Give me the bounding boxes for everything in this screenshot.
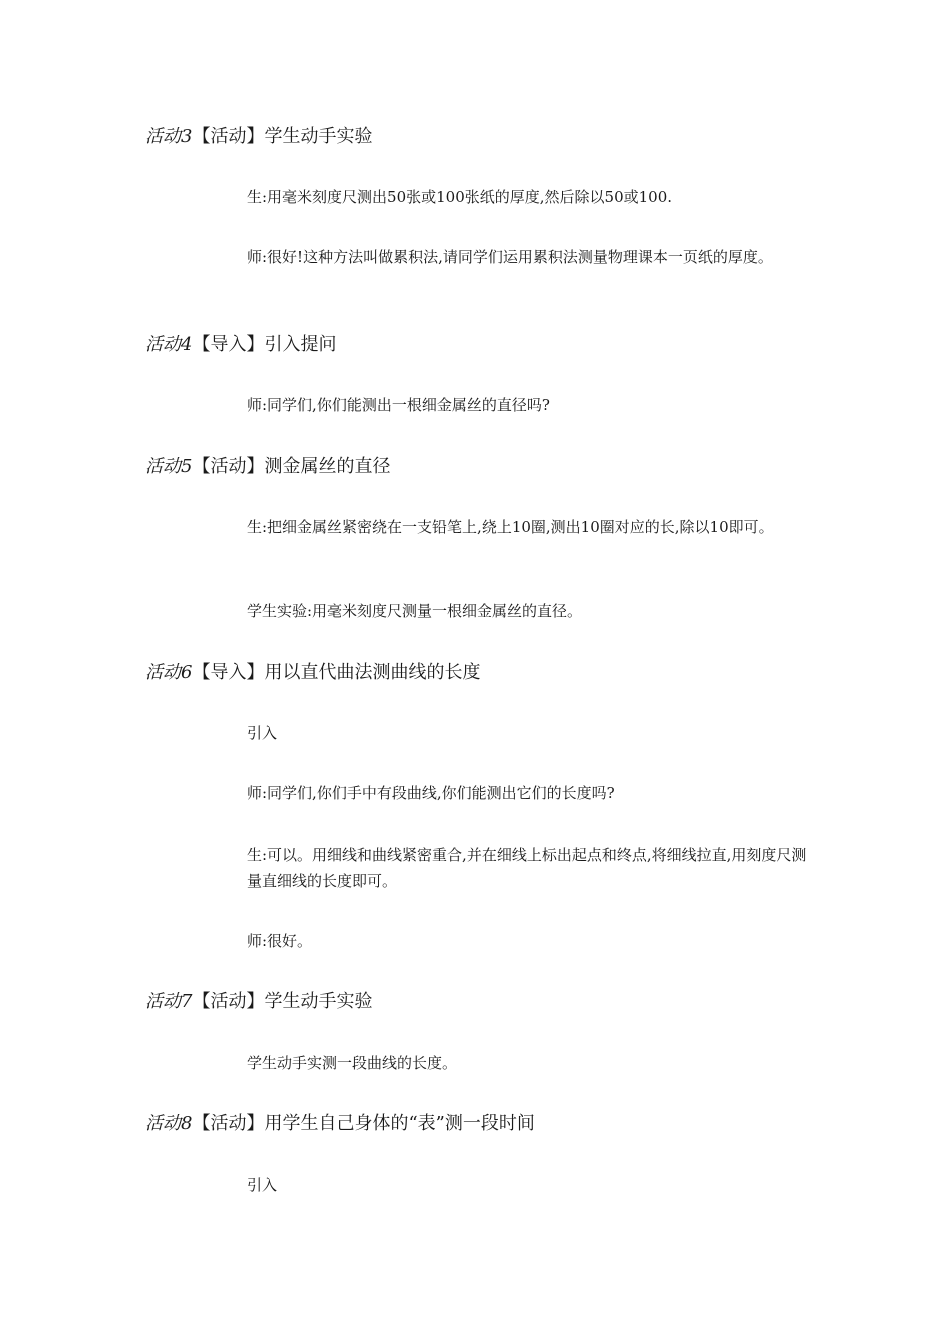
activity-label: 活动8 [145,1113,193,1134]
activity-tag: 【导入】 [192,334,265,355]
paragraph: 生:把细金属丝紧密绕在一支铅笔上,绕上10圈,测出10圈对应的长,除以10即可。 [247,518,774,536]
activity-6-heading [145,660,480,686]
activity-title: 引入提问 [264,334,337,355]
activity-7-heading [145,989,372,1015]
paragraph: 引入 [247,724,278,742]
activity-tag: 【活动】 [192,456,265,477]
activity-title: 学生动手实验 [264,991,373,1012]
activity-tag: 【活动】 [192,1113,265,1134]
activity-tag: 【活动】 [192,126,265,147]
activity-title: 测金属丝的直径 [264,456,391,477]
activity-tag: 【导入】 [192,662,265,683]
activity-4-heading [145,332,336,358]
paragraph: 生:可以。用细线和曲线紧密重合,并在细线上标出起点和终点,将细线拉直,用刻度尺测量直细线的长度即可。 [247,846,807,890]
paragraph: 学生动手实测一段曲线的长度。 [247,1054,458,1072]
paragraph: 引入 [247,1176,278,1194]
paragraph: 师:同学们,你们能测出一根细金属丝的直径吗? [247,396,550,414]
activity-label: 活动4 [145,334,193,355]
activity-8-heading [145,1111,535,1137]
activity-tag: 【活动】 [192,991,265,1012]
activity-title: 用学生自己身体的“表”测一段时间 [264,1113,535,1134]
activity-label: 活动3 [145,126,193,147]
paragraph: 师:同学们,你们手中有段曲线,你们能测出它们的长度吗? [247,784,615,802]
paragraph: 生:用毫米刻度尺测出50张或100张纸的厚度,然后除以50或100. [247,188,673,206]
paragraph: 学生实验:用毫米刻度尺测量一根细金属丝的直径。 [247,602,583,620]
activity-title: 用以直代曲法测曲线的长度 [264,662,481,683]
activity-3-heading [145,124,372,150]
activity-title: 学生动手实验 [264,126,373,147]
activity-label: 活动7 [145,991,193,1012]
activity-label: 活动5 [145,456,193,477]
paragraph: 师:很好。 [247,932,313,950]
activity-label: 活动6 [145,662,193,683]
activity-5-heading [145,454,390,480]
paragraph: 师:很好!这种方法叫做累积法,请同学们运用累积法测量物理课本一页纸的厚度。 [247,248,773,266]
